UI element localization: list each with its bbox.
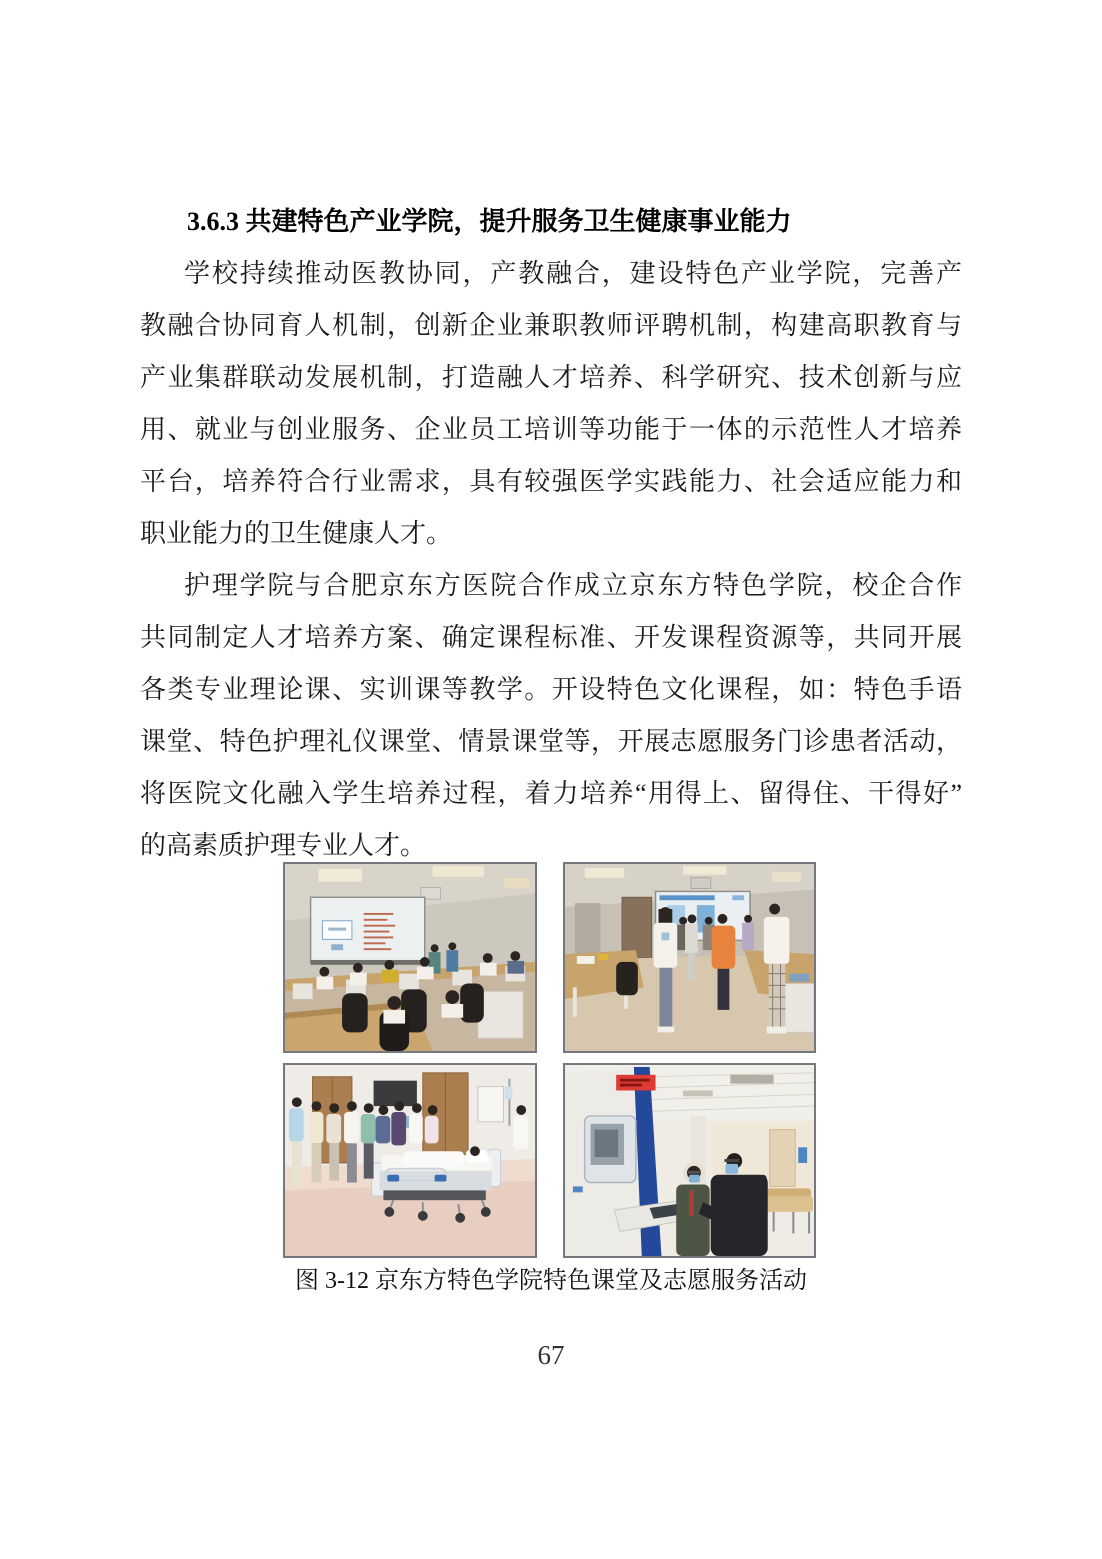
paragraph-line: 护理学院与合肥京东方医院合作成立京东方特色学院，校企合作 xyxy=(184,571,962,600)
paragraph-line: 的高素质护理专业人才。 xyxy=(140,831,427,860)
volunteer-kiosk-photo xyxy=(563,1063,816,1258)
paragraph-line: 职业能力的卫生健康人才。 xyxy=(140,519,453,548)
paragraph-line: 各类专业理论课、实训课等教学。开设特色文化课程，如：特色手语 xyxy=(140,675,962,704)
paragraph-1 xyxy=(140,248,962,560)
etiquette-training-illustration xyxy=(565,864,814,1051)
paragraph-line: 用、就业与创业服务、企业员工培训等功能于一体的示范性人才培养 xyxy=(140,415,962,444)
ward-teaching-photo xyxy=(283,1063,537,1258)
etiquette-training-photo xyxy=(563,862,816,1053)
section-heading: 3.6.3 共建特色产业学院，提升服务卫生健康事业能力 xyxy=(187,207,792,236)
figure-caption: 图 3-12 京东方特色学院特色课堂及志愿服务活动 xyxy=(295,1268,807,1294)
volunteer-kiosk-illustration xyxy=(565,1065,814,1256)
classroom-lecture-photo xyxy=(283,862,537,1053)
ward-teaching-illustration xyxy=(285,1065,535,1256)
paragraph-line: 产业集群联动发展机制，打造融人才培养、科学研究、技术创新与应 xyxy=(140,363,962,392)
paragraph-line: 课堂、特色护理礼仪课堂、情景课堂等，开展志愿服务门诊患者活动， xyxy=(140,727,962,756)
paragraph-line: 平台，培养符合行业需求，具有较强医学实践能力、社会适应能力和 xyxy=(140,467,962,496)
paragraph-line: 教融合协同育人机制，创新企业兼职教师评聘机制，构建高职教育与 xyxy=(140,311,962,340)
classroom-lecture-illustration xyxy=(285,864,535,1051)
paragraph-2 xyxy=(140,560,962,872)
paragraph-line: 学校持续推动医教协同，产教融合，建设特色产业学院，完善产 xyxy=(184,259,962,288)
paragraph-line: 将医院文化融入学生培养过程，着力培养“用得上、留得住、干得好” xyxy=(140,779,962,808)
page-number: 67 xyxy=(537,1340,565,1370)
paragraph-line: 共同制定人才培养方案、确定课程标准、开发课程资源等，共同开展 xyxy=(140,623,962,652)
